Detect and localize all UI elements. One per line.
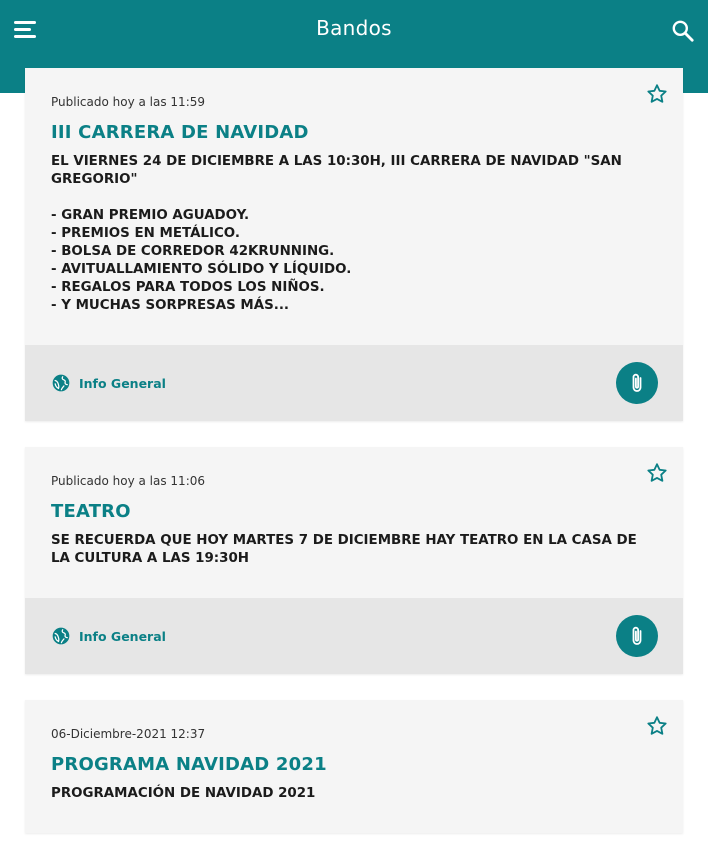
card-date: Publicado hoy a las 11:59 <box>51 95 206 109</box>
card-body <box>25 700 683 833</box>
paperclip-icon[interactable] <box>616 362 658 404</box>
card-title: TEATRO <box>51 501 131 522</box>
card-body <box>25 447 683 598</box>
search-icon[interactable] <box>670 18 696 44</box>
card-text: EL VIERNES 24 DE DICIEMBRE A LAS 10:30H, III CARRERA DE NAVIDAD "SAN GREGORIO" - GRAN PREMIO AGUADOY. - PREMIOS EN METÁLICO. - BOLSA DE CORREDOR 42KRUNNING. - AVITUALLAMIENTO SÓLIDO Y LÍQUIDO. - REGALOS PARA TODOS LOS NIÑOS. - Y MUCHAS SORPRESAS MÁS... <box>51 154 622 313</box>
info-general-link[interactable] <box>51 626 166 646</box>
card-date: 06-Diciembre-2021 12:37 <box>51 727 206 741</box>
paperclip-icon[interactable] <box>616 615 658 657</box>
star-outline-icon[interactable] <box>645 714 669 738</box>
info-general-label: Info General <box>79 375 166 391</box>
card-text: SE RECUERDA QUE HOY MARTES 7 DE DICIEMBRE HAY TEATRO EN LA CASA DE LA CULTURA A LAS 19:30H <box>51 533 637 566</box>
star-outline-icon[interactable] <box>645 461 669 485</box>
card-text: PROGRAMACIÓN DE NAVIDAD 2021 <box>51 786 316 801</box>
card-date: Publicado hoy a las 11:06 <box>51 474 206 488</box>
card-footer <box>25 345 683 421</box>
bando-card[interactable] <box>25 700 683 833</box>
bando-card[interactable] <box>25 68 683 421</box>
star-outline-icon[interactable] <box>645 82 669 106</box>
card-body <box>25 68 683 345</box>
globe-icon <box>51 373 71 393</box>
info-general-label: Info General <box>79 628 166 644</box>
bando-card[interactable] <box>25 447 683 674</box>
info-general-link[interactable] <box>51 373 166 393</box>
page-title: Bandos <box>316 16 392 40</box>
card-footer <box>25 598 683 674</box>
globe-icon <box>51 626 71 646</box>
bandos-feed <box>25 68 683 859</box>
app-bar-row <box>0 0 708 62</box>
card-title: PROGRAMA NAVIDAD 2021 <box>51 754 327 775</box>
card-title: III CARRERA DE NAVIDAD <box>51 122 309 143</box>
